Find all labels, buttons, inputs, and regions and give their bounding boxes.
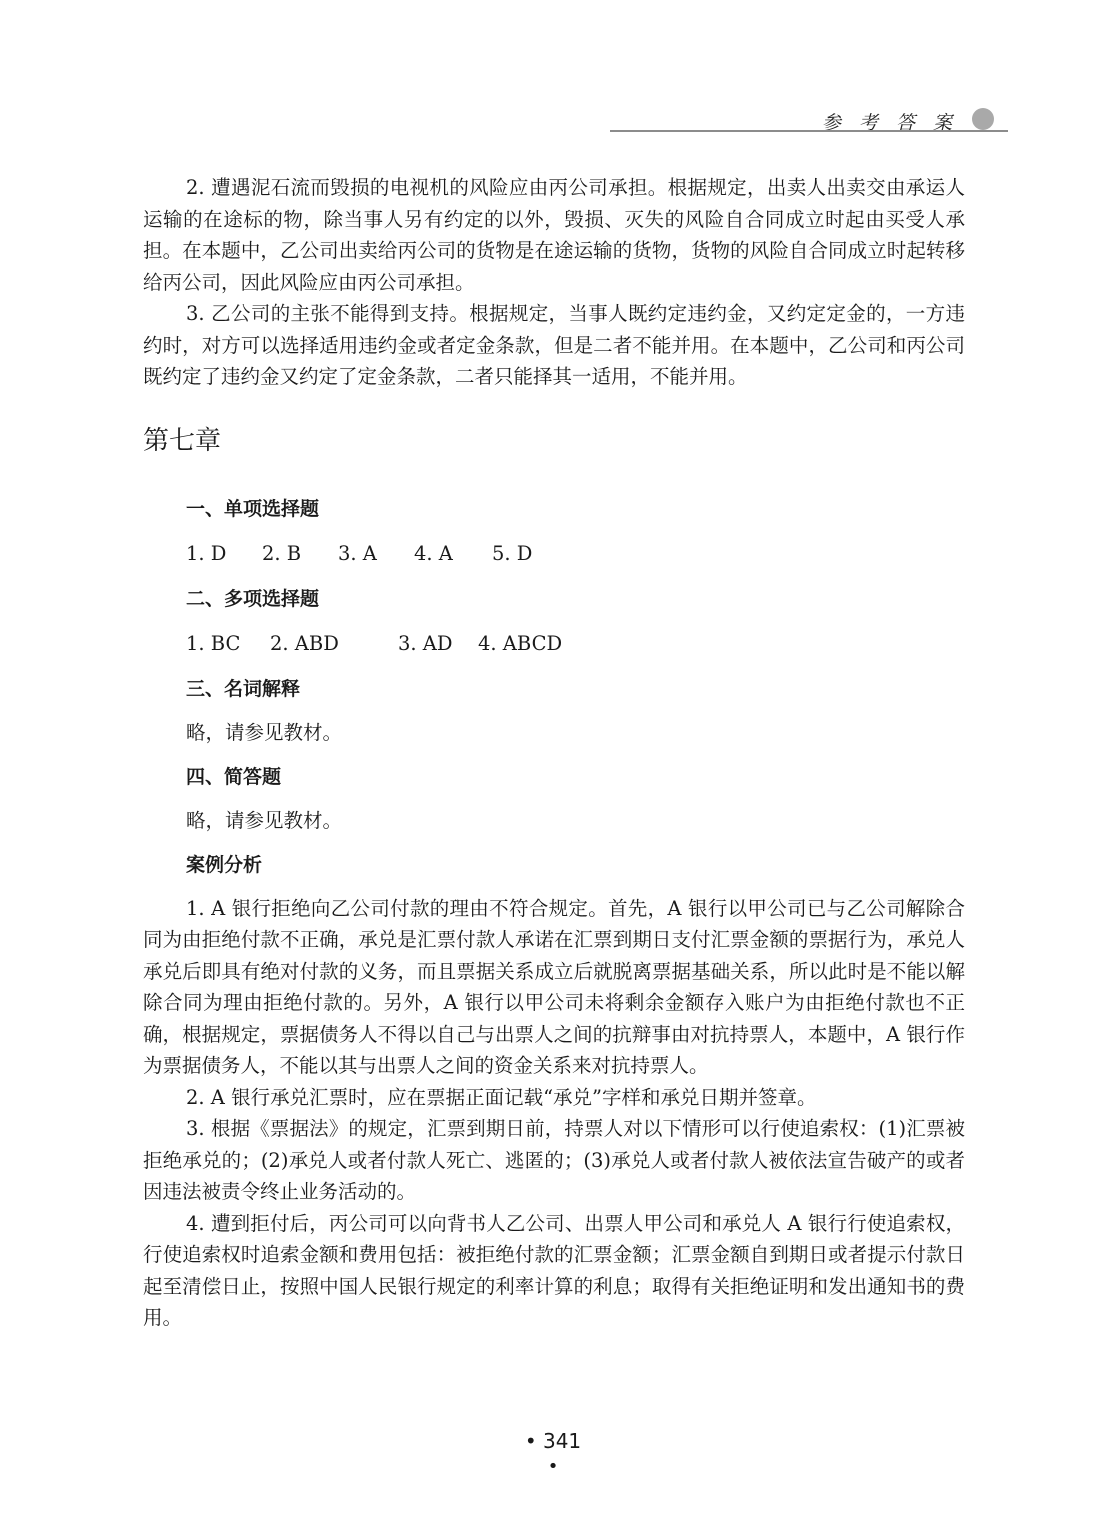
section-heading-case-analysis: 案例分析 — [186, 853, 263, 876]
answer-item: 1. BC — [186, 631, 241, 655]
page-content — [143, 172, 965, 1334]
terms-note: 略，请参见教材。 — [186, 720, 343, 744]
answer-item: 3. A — [338, 541, 377, 565]
running-head-label: 参 考 答 案 — [821, 112, 958, 134]
case-paragraph-2: 2. A 银行承兑汇票时，应在票据正面记载“承兑”字样和承兑日期并签章。 — [186, 1085, 817, 1109]
short-answer-note: 略，请参见教材。 — [186, 808, 343, 832]
answer-item: 2. ABD — [270, 631, 339, 655]
case-paragraph-1: 1. A 银行拒绝向乙公司付款的理由不符合规定。首先，A 银行以甲公司已与乙公司解除合同为由拒绝付款不正确，承兑是汇票付款人承诺在汇票到期日支付汇票金额的票据行为，承兑人承兑后即具有绝对付款的义务，而且票据关系成立后就脱离票据基础关系，所以此时是不能以解除合同为理由拒绝付款的。另外，A 银行以甲公司未将剩余金额存入账户为由拒绝付款也不正确，根据规定，票据债务人不得以自己与出票人之间的抗辩事由对抗持票人，本题中，A 银行作为票据债务人，不能以其与出票人之间的资金关系来对抗持票人。 — [143, 896, 965, 1077]
case-paragraph-4: 4. 遭到拒付后，丙公司可以向背书人乙公司、出票人甲公司和承兑人 A 银行行使追索权，行使追索权时追索金额和费用包括：被拒绝付款的汇票金额；汇票金额自到期日或者提示付款日起至清偿日止，按照中国人民银行规定的利率计算的利息；取得有关拒绝证明和发出通知书的费用。 — [143, 1211, 965, 1329]
running-head-dot-icon — [972, 108, 994, 130]
section-heading-short-answer: 四、简答题 — [186, 765, 282, 788]
answer-item: 4. ABCD — [478, 631, 563, 655]
spacer — [143, 461, 965, 487]
multiple-choice-answers — [143, 621, 965, 667]
case-paragraph-3: 3. 根据《票据法》的规定，汇票到期日前，持票人对以下情形可以行使追索权：(1)汇票被拒绝承兑的；(2)承兑人或者付款人死亡、逃匿的；(3)承兑人或者付款人被依法宣告破产的或者因违法被责令终止业务活动的。 — [143, 1117, 965, 1203]
paragraph-3: 3. 乙公司的主张不能得到支持。根据规定，当事人既约定违约金，又约定定金的，一方违约时，对方可以选择适用违约金或者定金条款，但是二者不能并用。在本题中，乙公司和丙公司既约定了违约金又约定了定金条款，二者只能择其一适用，不能并用。 — [143, 302, 965, 388]
section-heading-single-choice: 一、单项选择题 — [186, 497, 320, 520]
answer-item: 3. AD — [398, 631, 453, 655]
page-number: • 341 — [524, 1429, 582, 1453]
chapter-title: 第七章 — [143, 425, 222, 456]
running-head-rule — [610, 130, 1008, 132]
answer-item: 4. A — [414, 541, 453, 565]
answer-item: 1. D — [186, 541, 227, 565]
answer-item: 5. D — [492, 541, 533, 565]
running-head — [610, 104, 1008, 134]
paragraph-2: 2. 遭遇泥石流而毁损的电视机的风险应由丙公司承担。根据规定，出卖人出卖交由承运人运输的在途标的物，除当事人另有约定的以外，毁损、灭失的风险自合同成立时起由买受人承担。在本题中，乙公司出卖给丙公司的货物是在途运输的货物，货物的风险自合同成立时起转移给丙公司，因此风险应由丙公司承担。 — [143, 176, 965, 294]
section-heading-multiple-choice: 二、多项选择题 — [186, 587, 320, 610]
section-heading-terms: 三、名词解释 — [186, 677, 301, 700]
page-bullet: • — [547, 1456, 559, 1477]
single-choice-answers — [143, 531, 965, 577]
answer-item: 2. B — [262, 541, 302, 565]
